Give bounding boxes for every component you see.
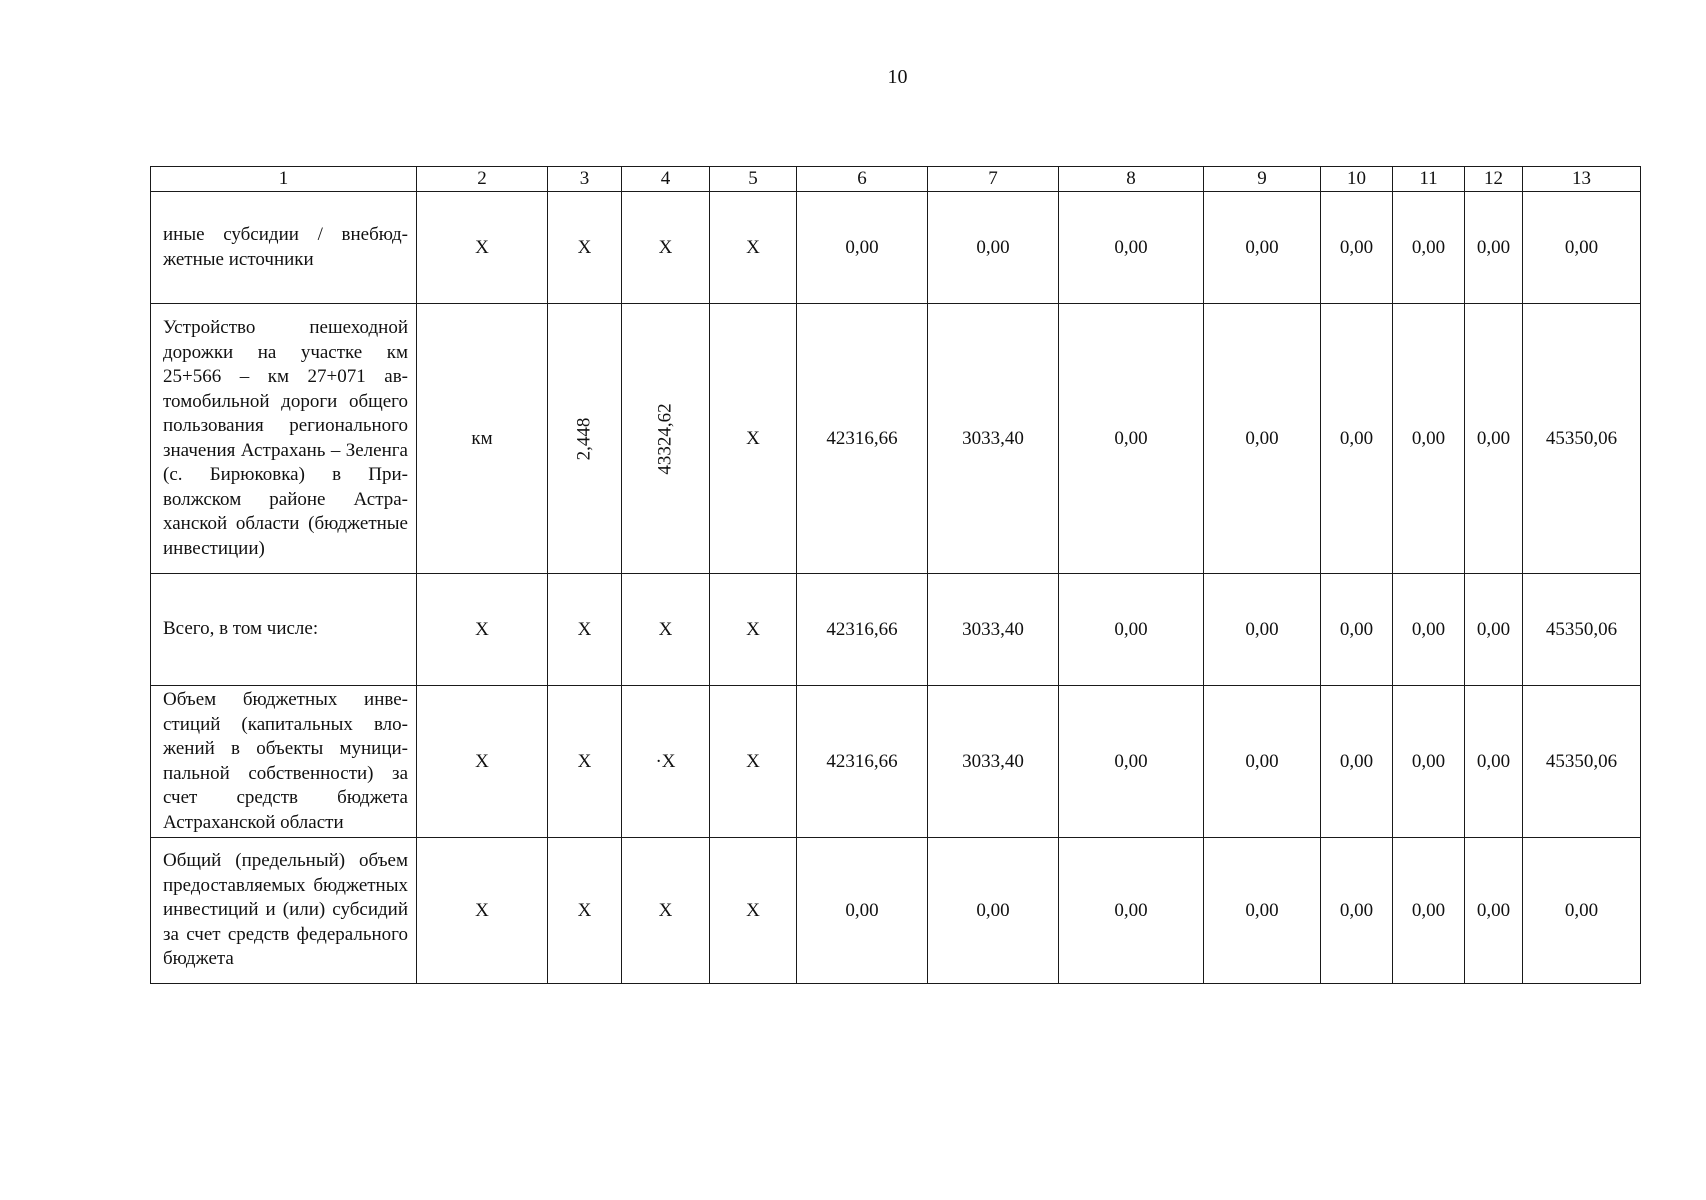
- table-row: [151, 574, 1641, 686]
- table-cell: 3033,40: [928, 686, 1059, 838]
- table-cell: X: [417, 192, 548, 304]
- table-cell: 0,00: [1059, 686, 1204, 838]
- row-label: Объем бюджетных инвестиций (капитальных вложений в объекты муниципальной собственности) за счет средств бюджета Астраханской области: [151, 686, 417, 838]
- column-header: 5: [710, 167, 797, 192]
- table-cell: [548, 304, 622, 574]
- table-cell: 0,00: [1465, 686, 1523, 838]
- table-cell: 0,00: [1321, 192, 1393, 304]
- table-cell: 0,00: [1393, 686, 1465, 838]
- table-cell: 42316,66: [797, 304, 928, 574]
- table-cell: X: [710, 838, 797, 984]
- table-row: [151, 304, 1641, 574]
- table-cell: 0,00: [1393, 838, 1465, 984]
- table-cell: X: [710, 192, 797, 304]
- table-cell: 0,00: [1321, 838, 1393, 984]
- table-cell: 0,00: [1059, 192, 1204, 304]
- table-cell: X: [710, 686, 797, 838]
- table-cell: 0,00: [1393, 574, 1465, 686]
- table-cell: 0,00: [1393, 304, 1465, 574]
- table-cell: 0,00: [1465, 304, 1523, 574]
- table-cell: 0,00: [1393, 192, 1465, 304]
- table-cell: X: [622, 192, 710, 304]
- table-cell: 42316,66: [797, 686, 928, 838]
- table-row: [151, 838, 1641, 984]
- table-cell: X: [710, 304, 797, 574]
- table-cell: X: [548, 574, 622, 686]
- column-header: 8: [1059, 167, 1204, 192]
- table-cell: 0,00: [928, 192, 1059, 304]
- table-cell: 0,00: [1204, 192, 1321, 304]
- rotated-value: 2,448: [573, 417, 595, 460]
- table-cell: X: [548, 192, 622, 304]
- table-cell: 42316,66: [797, 574, 928, 686]
- table-cell: 0,00: [1059, 838, 1204, 984]
- column-header: 7: [928, 167, 1059, 192]
- table-cell: X: [622, 574, 710, 686]
- table-cell: км: [417, 304, 548, 574]
- table-cell: 0,00: [1204, 304, 1321, 574]
- table-cell: 0,00: [1465, 838, 1523, 984]
- table-cell: [622, 304, 710, 574]
- column-header: 13: [1523, 167, 1641, 192]
- table-cell: 0,00: [1465, 192, 1523, 304]
- table-cell: X: [417, 686, 548, 838]
- table-cell: 0,00: [1204, 686, 1321, 838]
- column-header: 6: [797, 167, 928, 192]
- rotated-value: 43324,62: [654, 402, 676, 475]
- table-cell: 0,00: [1321, 686, 1393, 838]
- column-header: 10: [1321, 167, 1393, 192]
- table-cell: 0,00: [1465, 574, 1523, 686]
- table-cell: 0,00: [1523, 838, 1641, 984]
- table-cell: 0,00: [1321, 574, 1393, 686]
- table-cell: 45350,06: [1523, 686, 1641, 838]
- column-header: 3: [548, 167, 622, 192]
- row-label: иные субсидии / внебюджетные источники: [151, 192, 417, 304]
- column-header: 2: [417, 167, 548, 192]
- column-header: 12: [1465, 167, 1523, 192]
- table-cell: 0,00: [1321, 304, 1393, 574]
- table-cell: X: [417, 574, 548, 686]
- row-label: Всего, в том числе:: [151, 574, 417, 686]
- table-cell: X: [417, 838, 548, 984]
- table-cell: 45350,06: [1523, 574, 1641, 686]
- table-row: [151, 192, 1641, 304]
- table-row: [151, 686, 1641, 838]
- row-label: Общий (предельный) объем предоставляемых бюджетных инвестиций и (или) субсидий за счет средств федерального бюджета: [151, 838, 417, 984]
- table-cell: 0,00: [1204, 574, 1321, 686]
- column-header: 1: [151, 167, 417, 192]
- table-cell: X: [622, 838, 710, 984]
- page-number: 10: [887, 66, 908, 88]
- table-cell: 3033,40: [928, 304, 1059, 574]
- table-cell: 0,00: [1059, 304, 1204, 574]
- table-cell: X: [548, 686, 622, 838]
- table-cell: X: [548, 838, 622, 984]
- table-cell: X: [710, 574, 797, 686]
- table-cell: 3033,40: [928, 574, 1059, 686]
- table-cell: 0,00: [797, 192, 928, 304]
- table-cell: 0,00: [1059, 574, 1204, 686]
- column-header: 9: [1204, 167, 1321, 192]
- table-cell: 0,00: [797, 838, 928, 984]
- table-cell: 45350,06: [1523, 304, 1641, 574]
- table-cell: 0,00: [1204, 838, 1321, 984]
- table-cell: 0,00: [1523, 192, 1641, 304]
- table-cell: ·X: [622, 686, 710, 838]
- data-table: [150, 166, 1641, 984]
- table-cell: 0,00: [928, 838, 1059, 984]
- header-row: [151, 167, 1641, 192]
- column-header: 11: [1393, 167, 1465, 192]
- row-label: Устройство пешеходной дорожки на участке км 25+566 – км 27+071 автомобильной дороги общего пользования регионального значения Астрахань – Зеленга (с. Бирюковка) в Приволжском районе Астраханской области (бюджетные инвестиции): [151, 304, 417, 574]
- column-header: 4: [622, 167, 710, 192]
